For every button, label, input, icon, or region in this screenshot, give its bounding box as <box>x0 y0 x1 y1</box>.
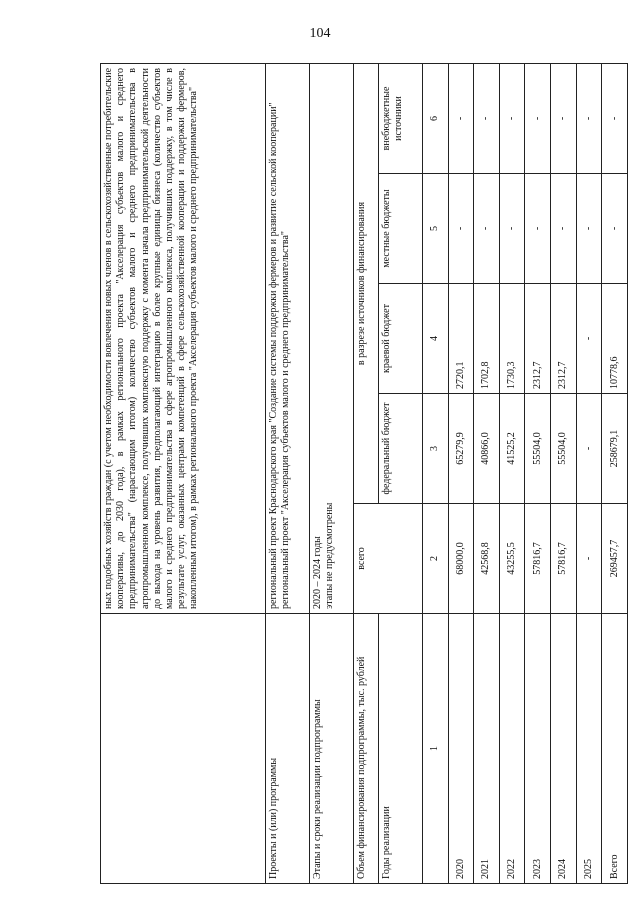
projects-value-1: региональный проект Краснодарского края "Создание системы поддержки фермеров и развитие сельской кооперации" <box>268 102 279 609</box>
federal-cell: - <box>576 394 602 504</box>
year-cell: 2023 <box>525 614 551 884</box>
total-cell: 57816,7 <box>525 504 551 614</box>
extra-cell: - <box>474 63 500 173</box>
column-numbers-row <box>422 63 448 883</box>
regional-cell: 2312,7 <box>551 284 577 394</box>
projects-value-2: региональный проект "Акселерация субъектов малого и среднего предпринимательства" <box>280 231 292 609</box>
col-number-1: 1 <box>422 614 448 884</box>
year-cell: 2025 <box>576 614 602 884</box>
funding-label: Объем финансирования подпрограммы, тыс. рублей <box>353 614 379 884</box>
total-cell: - <box>576 504 602 614</box>
col-extra-header: внебюджетные источники <box>379 63 423 173</box>
extra-cell: - <box>448 63 474 173</box>
col-number-3: 3 <box>422 394 448 504</box>
total-cell: 57816,7 <box>551 504 577 614</box>
regional-cell: 2312,7 <box>525 284 551 394</box>
total-cell: 42568,8 <box>474 504 500 614</box>
federal-cell: 65279,9 <box>448 394 474 504</box>
col-years-header: Годы реализации <box>379 614 423 884</box>
federal-cell: 41525,2 <box>499 394 525 504</box>
total-cell: 43255,5 <box>499 504 525 614</box>
top-text-cell: ных подобных хозяйств граждан (с учетом необходимости вовлечения новых членов в сельскохозяйственные потребительские кооперативы, до 2030 года), в рамках регионального проекта "Акселерация субъектов малого и среднего предпринимательства" (нарастающим итогом) количество субъектов малого и среднего предпринимательства в агропромышленном комплексе, получивших комплексную поддержку с момента начала предпринимательской деятельности до выхода на уровень развития, предполагающий интеграцию в более крупные единицы бизнеса (количество субъектов малого и среднего предпринимательства в сфере агропромышленного комплекса, получивших поддержку, в том числе в результате услуг, оказанных центрами компетенций в сфере сельскохозяйственной кооперации и поддержки фермеров, накопленным итогом), в рамках регионального проекта "Акселерация субъектов малого и среднего предпринимательства" <box>101 63 266 613</box>
col-regional-header: краевой бюджет <box>379 284 423 394</box>
year-cell: 2020 <box>448 614 474 884</box>
col-local-header: местные бюджеты <box>379 174 423 284</box>
projects-row <box>266 63 310 883</box>
extra-cell: - <box>551 63 577 173</box>
extra-cell: - <box>576 63 602 173</box>
top-text-label-cell <box>101 614 266 884</box>
projects-label: Проекты и (или) программы <box>266 614 310 884</box>
table-row <box>525 63 551 883</box>
federal-cell: 258679,1 <box>602 394 628 504</box>
table-row <box>448 63 474 883</box>
year-cell: 2022 <box>499 614 525 884</box>
funding-header-row-2 <box>379 63 423 883</box>
top-text-row <box>101 63 266 883</box>
total-cell: 269457,7 <box>602 504 628 614</box>
extra-cell: - <box>602 63 628 173</box>
year-cell: 2021 <box>474 614 500 884</box>
table-row-total <box>602 63 628 883</box>
local-cell: - <box>474 174 500 284</box>
local-cell: - <box>525 174 551 284</box>
local-cell: - <box>448 174 474 284</box>
regional-cell: 10778,6 <box>602 284 628 394</box>
extra-cell: - <box>499 63 525 173</box>
col-federal-header: федеральный бюджет <box>379 394 423 504</box>
regional-cell: 1730,3 <box>499 284 525 394</box>
col-number-6: 6 <box>422 63 448 173</box>
federal-cell: 55504,0 <box>551 394 577 504</box>
table-row <box>474 63 500 883</box>
regional-cell: 2720,1 <box>448 284 474 394</box>
page-number: 104 <box>309 26 331 41</box>
stages-row <box>309 63 353 883</box>
table-row <box>499 63 525 883</box>
passport-table <box>100 63 628 884</box>
stages-value-2: этапы не предусмотрены <box>323 502 335 609</box>
passport-table-rotated <box>100 64 628 884</box>
table-row <box>551 63 577 883</box>
col-number-5: 5 <box>422 174 448 284</box>
col-total-header: всего <box>353 504 422 614</box>
regional-cell: - <box>576 284 602 394</box>
local-cell: - <box>576 174 602 284</box>
projects-value <box>266 63 310 613</box>
year-cell: 2024 <box>551 614 577 884</box>
local-cell: - <box>602 174 628 284</box>
year-cell: Всего <box>602 614 628 884</box>
extra-cell: - <box>525 63 551 173</box>
stages-label: Этапы и сроки реализации подпрограммы <box>309 614 353 884</box>
local-cell: - <box>499 174 525 284</box>
col-number-2: 2 <box>422 504 448 614</box>
federal-cell: 40866,0 <box>474 394 500 504</box>
stages-value-1: 2020 – 2024 годы <box>311 536 323 609</box>
col-group-header: в разрезе источников финансирования <box>353 63 379 503</box>
funding-header-row-1 <box>353 63 379 883</box>
stages-value <box>309 63 353 613</box>
federal-cell: 55504,0 <box>525 394 551 504</box>
col-number-4: 4 <box>422 284 448 394</box>
regional-cell: 1702,8 <box>474 284 500 394</box>
local-cell: - <box>551 174 577 284</box>
total-cell: 68000,0 <box>448 504 474 614</box>
table-row <box>576 63 602 883</box>
